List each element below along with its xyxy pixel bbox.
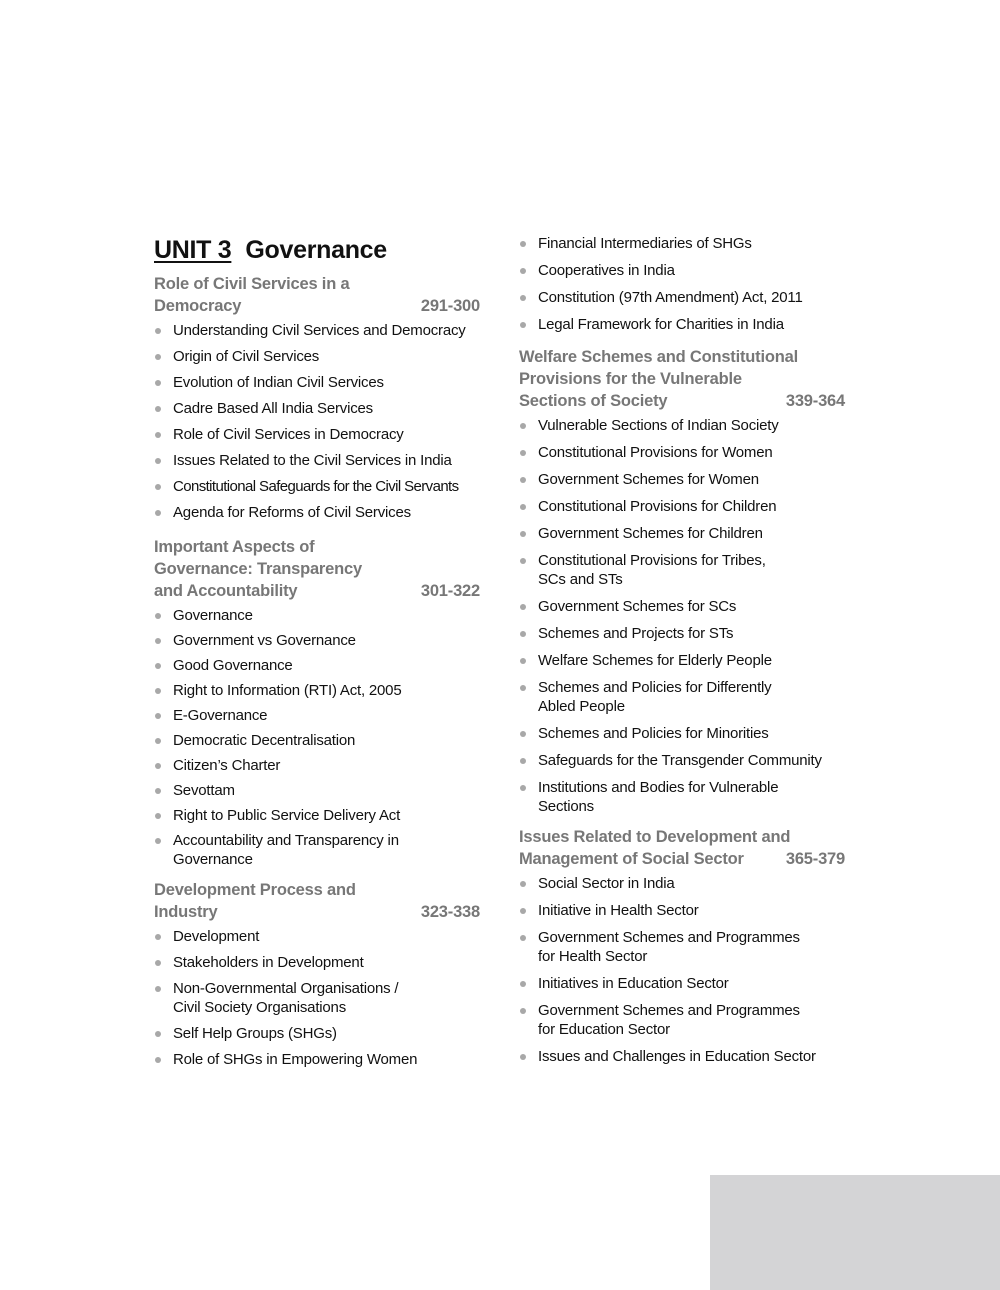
page-range: 301-322 (420, 582, 480, 600)
topic-item: Social Sector in India (519, 874, 845, 893)
bullet-icon (520, 685, 526, 691)
bullet-icon (520, 731, 526, 737)
section-heading (154, 879, 480, 923)
right-column (519, 234, 845, 1074)
section-title-line: Important Aspects of (154, 538, 315, 556)
section-title-line: and Accountability (154, 582, 298, 600)
section-social-sector (519, 826, 845, 1066)
bullet-icon (155, 960, 161, 966)
topic-item: Constitutional Provisions for Women (519, 443, 845, 462)
topic-item: Financial Intermediaries of SHGs (519, 234, 845, 253)
topic-item: Initiatives in Education Sector (519, 974, 845, 993)
bullet-icon (520, 423, 526, 429)
topic-item: Government Schemes for Women (519, 470, 845, 489)
page-range: 291-300 (420, 297, 480, 315)
topic-item: Cadre Based All India Services (154, 399, 480, 418)
topic-item: Schemes and Projects for STs (519, 624, 845, 643)
section-title-line: Governance: Transparency (154, 560, 362, 578)
bullet-icon (520, 1054, 526, 1060)
topic-list (519, 416, 845, 816)
unit-number: UNIT 3 (154, 236, 232, 264)
topic-item: Schemes and Policies for Minorities (519, 724, 845, 743)
section-title-line: Sections of Society (519, 392, 668, 410)
bullet-icon (155, 934, 161, 940)
bullet-icon (520, 295, 526, 301)
bullet-icon (520, 531, 526, 537)
section-title-line: Welfare Schemes and Constitutional (519, 348, 798, 366)
topic-item: Evolution of Indian Civil Services (154, 373, 480, 392)
topic-item: Constitution (97th Amendment) Act, 2011 (519, 288, 845, 307)
bullet-icon (155, 1031, 161, 1037)
bullet-icon (155, 813, 161, 819)
bullet-icon (520, 322, 526, 328)
topic-item: Stakeholders in Development (154, 953, 480, 972)
bullet-icon (520, 504, 526, 510)
bullet-icon (155, 688, 161, 694)
section-development-industry (154, 879, 480, 1069)
section-title-line: Industry (154, 903, 218, 921)
bullet-icon (155, 838, 161, 844)
topic-item: Government Schemes and Programmes for Health Sector (519, 928, 845, 966)
bullet-icon (520, 981, 526, 987)
bullet-icon (520, 241, 526, 247)
section-title-line: Provisions for the Vulnerable (519, 370, 742, 388)
bullet-icon (520, 785, 526, 791)
topic-item: Accountability and Transparency in Governance (154, 831, 480, 869)
bullet-icon (520, 908, 526, 914)
left-column (154, 232, 480, 1076)
topic-item: Constitutional Provisions for Children (519, 497, 845, 516)
topic-item: Right to Information (RTI) Act, 2005 (154, 681, 480, 700)
topic-list (154, 606, 480, 869)
topic-item: Sevottam (154, 781, 480, 800)
topic-item: Governance (154, 606, 480, 625)
topic-item: Initiative in Health Sector (519, 901, 845, 920)
bullet-icon (155, 663, 161, 669)
bullet-icon (155, 986, 161, 992)
topic-item: Institutions and Bodies for Vulnerable Sections (519, 778, 845, 816)
topic-item: Cooperatives in India (519, 261, 845, 280)
bullet-icon (155, 1057, 161, 1063)
bullet-icon (520, 758, 526, 764)
topic-item: Government Schemes for Children (519, 524, 845, 543)
bullet-icon (520, 935, 526, 941)
bullet-icon (155, 613, 161, 619)
bullet-icon (155, 510, 161, 516)
bullet-icon (155, 406, 161, 412)
bullet-icon (520, 558, 526, 564)
topic-item: Schemes and Policies for Differently Abled People (519, 678, 845, 716)
bullet-icon (155, 738, 161, 744)
topic-list (154, 927, 480, 1069)
topic-list (519, 874, 845, 1066)
bullet-icon (155, 713, 161, 719)
topic-item: Constitutional Provisions for Tribes, SCs and STs (519, 551, 845, 589)
topic-item: Role of Civil Services in Democracy (154, 425, 480, 444)
section-heading (519, 826, 845, 870)
page-range: 365-379 (785, 850, 845, 868)
bullet-icon (520, 881, 526, 887)
topic-item: E-Governance (154, 706, 480, 725)
bullet-icon (520, 268, 526, 274)
section-heading (154, 273, 480, 317)
bullet-icon (520, 477, 526, 483)
topic-item: Vulnerable Sections of Indian Society (519, 416, 845, 435)
section-heading (154, 536, 480, 602)
topic-item: Development (154, 927, 480, 946)
topic-item: Issues and Challenges in Education Sector (519, 1047, 845, 1066)
topic-item: Agenda for Reforms of Civil Services (154, 503, 480, 522)
topic-item: Understanding Civil Services and Democracy (154, 321, 480, 340)
bullet-icon (155, 328, 161, 334)
topic-item: Role of SHGs in Empowering Women (154, 1050, 480, 1069)
bullet-icon (155, 484, 161, 490)
corner-gray-block (710, 1175, 1000, 1290)
topic-item: Origin of Civil Services (154, 347, 480, 366)
topic-item: Right to Public Service Delivery Act (154, 806, 480, 825)
bullet-icon (155, 380, 161, 386)
topic-item: Government Schemes and Programmes for Education Sector (519, 1001, 845, 1039)
topic-item: Issues Related to the Civil Services in India (154, 451, 480, 470)
topic-list-continued (519, 234, 845, 334)
topic-list (154, 321, 480, 522)
topic-item: Government Schemes for SCs (519, 597, 845, 616)
bullet-icon (155, 788, 161, 794)
bullet-icon (520, 1008, 526, 1014)
section-welfare-schemes (519, 346, 845, 816)
topic-item: Safeguards for the Transgender Community (519, 751, 845, 770)
bullet-icon (155, 763, 161, 769)
bullet-icon (155, 458, 161, 464)
unit-title: Governance (245, 236, 387, 264)
bullet-icon (155, 432, 161, 438)
bullet-icon (520, 604, 526, 610)
topic-item: Constitutional Safeguards for the Civil Servants (154, 477, 480, 496)
page-range: 339-364 (785, 392, 845, 410)
section-title-line: Democracy (154, 297, 242, 315)
bullet-icon (520, 631, 526, 637)
topic-item: Legal Framework for Charities in India (519, 315, 845, 334)
topic-item: Democratic Decentralisation (154, 731, 480, 750)
topic-item: Welfare Schemes for Elderly People (519, 651, 845, 670)
section-title-line: Development Process and (154, 881, 356, 899)
section-civil-services (154, 273, 480, 522)
page-range: 323-338 (420, 903, 480, 921)
bullet-icon (520, 658, 526, 664)
section-heading (519, 346, 845, 412)
unit-heading (154, 236, 480, 265)
topic-item: Self Help Groups (SHGs) (154, 1024, 480, 1043)
section-transparency-accountability (154, 536, 480, 869)
topic-item: Government vs Governance (154, 631, 480, 650)
topic-item: Citizen’s Charter (154, 756, 480, 775)
topic-item: Non-Governmental Organisations / Civil Society Organisations (154, 979, 480, 1017)
section-title-line: Issues Related to Development and (519, 828, 791, 846)
bullet-icon (155, 638, 161, 644)
section-title-line: Management of Social Sector (519, 850, 744, 868)
section-title-line: Role of Civil Services in a (154, 275, 350, 293)
bullet-icon (155, 354, 161, 360)
topic-item: Good Governance (154, 656, 480, 675)
bullet-icon (520, 450, 526, 456)
